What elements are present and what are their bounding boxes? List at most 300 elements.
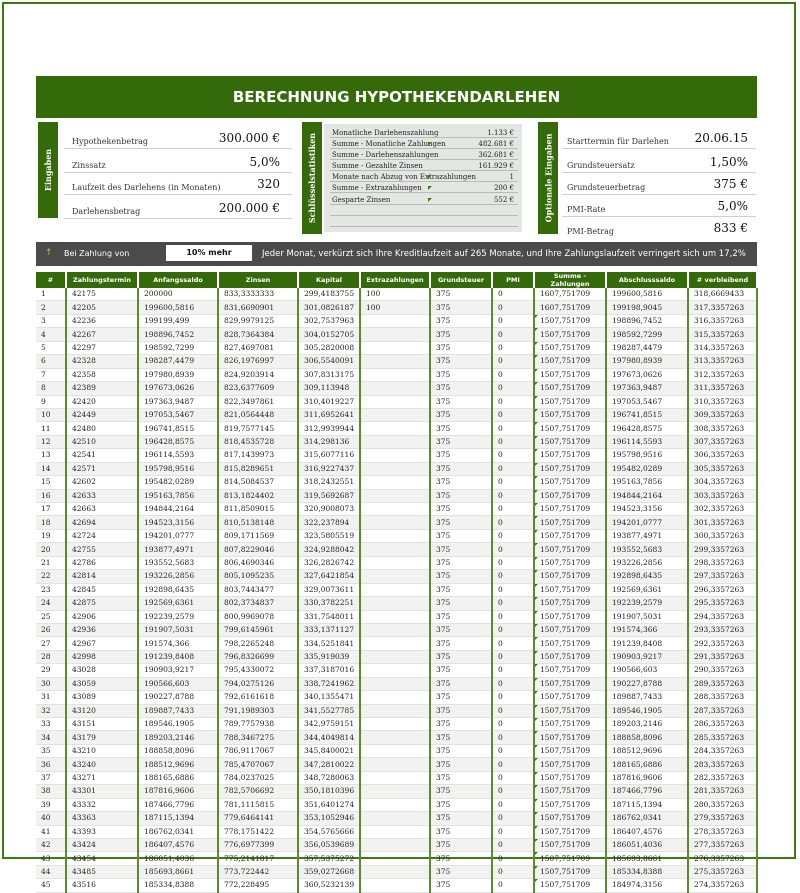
table-cell[interactable]: 785,4707067	[218, 758, 298, 771]
table-cell[interactable]: 195798,9516	[138, 462, 218, 475]
table-cell[interactable]: 0	[492, 583, 534, 596]
table-cell[interactable]: 301,0826187	[298, 301, 360, 314]
table-cell[interactable]: 0	[492, 328, 534, 341]
table-cell[interactable]: 375	[430, 637, 492, 650]
table-cell[interactable]: 316,3357263	[688, 314, 757, 327]
table-cell[interactable]: 189887,7433	[138, 704, 218, 717]
table-cell[interactable]: 375	[430, 368, 492, 381]
col-header[interactable]: Zinsen	[218, 272, 298, 288]
table-cell[interactable]: 1507,751709	[534, 677, 606, 690]
table-cell[interactable]: 0	[492, 368, 534, 381]
table-cell[interactable]: 300,3357263	[688, 529, 757, 542]
table-cell[interactable]: 779,6464141	[218, 812, 298, 825]
table-cell[interactable]: 24	[36, 597, 66, 610]
table-cell[interactable]: 42694	[66, 516, 138, 529]
table-cell[interactable]: 43151	[66, 718, 138, 731]
table-cell[interactable]: 193226,2856	[138, 570, 218, 583]
table-cell[interactable]: 194844,2164	[138, 503, 218, 516]
table-cell[interactable]: 13	[36, 449, 66, 462]
table-cell[interactable]: 6	[36, 355, 66, 368]
table-cell[interactable]: 0	[492, 516, 534, 529]
table-cell[interactable]: 194844,2164	[606, 489, 688, 502]
table-cell[interactable]: 43485	[66, 865, 138, 878]
table-cell[interactable]: 42814	[66, 570, 138, 583]
table-cell[interactable]: 813,1824402	[218, 489, 298, 502]
table-cell[interactable]: 335,919039	[298, 650, 360, 663]
table-cell[interactable]: 30	[36, 677, 66, 690]
table-cell[interactable]: 1507,751709	[534, 314, 606, 327]
table-cell[interactable]: 788,3467275	[218, 731, 298, 744]
table-cell[interactable]: 188512,9696	[138, 758, 218, 771]
table-cell[interactable]: 0	[492, 865, 534, 878]
table-cell[interactable]: 307,8313175	[298, 368, 360, 381]
table-cell[interactable]: 43393	[66, 825, 138, 838]
table-cell[interactable]: 357,5375272	[298, 852, 360, 865]
table-cell[interactable]: 288,3357263	[688, 691, 757, 704]
table-cell[interactable]: 198287,4479	[606, 341, 688, 354]
table-cell[interactable]: 7	[36, 368, 66, 381]
table-cell[interactable]: 21	[36, 556, 66, 569]
table-cell[interactable]: 375	[430, 462, 492, 475]
table-cell[interactable]: 0	[492, 408, 534, 421]
table-cell[interactable]: 311,3357263	[688, 382, 757, 395]
table-cell[interactable]: 318,2432551	[298, 476, 360, 489]
table-cell[interactable]: 316,9227437	[298, 462, 360, 475]
table-cell[interactable]: 0	[492, 503, 534, 516]
table-cell[interactable]: 15	[36, 476, 66, 489]
table-cell[interactable]	[360, 664, 430, 677]
table-cell[interactable]: 34	[36, 731, 66, 744]
table-cell[interactable]: 314,3357263	[688, 341, 757, 354]
opt-row-pmi-rate[interactable]: PMI-Rate 5,0%	[562, 194, 756, 217]
table-cell[interactable]: 184974,3156	[606, 879, 688, 892]
table-cell[interactable]: 42541	[66, 449, 138, 462]
table-cell[interactable]: 0	[492, 489, 534, 502]
table-cell[interactable]: 310,4019227	[298, 395, 360, 408]
table-cell[interactable]: 334,5251841	[298, 637, 360, 650]
table-cell[interactable]: 191907,5031	[606, 610, 688, 623]
table-cell[interactable]: 0	[492, 301, 534, 314]
table-cell[interactable]: 0	[492, 476, 534, 489]
extra-payment-input[interactable]: 10% mehr	[166, 245, 252, 261]
table-cell[interactable]: 198592,7299	[606, 328, 688, 341]
table-cell[interactable]: 353,1052946	[298, 812, 360, 825]
table-cell[interactable]: 1507,751709	[534, 422, 606, 435]
table-cell[interactable]: 199199,499	[138, 314, 218, 327]
table-cell[interactable]	[360, 341, 430, 354]
table-cell[interactable]: 318,6669433	[688, 288, 757, 301]
table-cell[interactable]: 43240	[66, 758, 138, 771]
table-cell[interactable]: 0	[492, 677, 534, 690]
table-cell[interactable]: 0	[492, 838, 534, 851]
table-cell[interactable]: 26	[36, 623, 66, 636]
table-cell[interactable]: 42633	[66, 489, 138, 502]
table-cell[interactable]: 375	[430, 812, 492, 825]
table-cell[interactable]: 302,7537963	[298, 314, 360, 327]
table-cell[interactable]	[360, 879, 430, 892]
table-cell[interactable]: 43454	[66, 852, 138, 865]
table-cell[interactable]: 1507,751709	[534, 637, 606, 650]
table-cell[interactable]: 1507,751709	[534, 570, 606, 583]
table-cell[interactable]	[360, 583, 430, 596]
table-cell[interactable]	[360, 529, 430, 542]
table-cell[interactable]: 191907,5031	[138, 623, 218, 636]
table-cell[interactable]: 312,9939944	[298, 422, 360, 435]
table-cell[interactable]: 39	[36, 798, 66, 811]
table-cell[interactable]: 42571	[66, 462, 138, 475]
table-cell[interactable]: 43120	[66, 704, 138, 717]
table-cell[interactable]: 831,6690901	[218, 301, 298, 314]
table-cell[interactable]: 799,6145961	[218, 623, 298, 636]
table-cell[interactable]: 197673,0626	[606, 368, 688, 381]
table-cell[interactable]: 351,6401274	[298, 798, 360, 811]
table-cell[interactable]: 198896,7452	[606, 314, 688, 327]
table-cell[interactable]: 375	[430, 341, 492, 354]
table-cell[interactable]: 28	[36, 650, 66, 663]
table-cell[interactable]: 803,7443477	[218, 583, 298, 596]
table-cell[interactable]	[360, 704, 430, 717]
table-cell[interactable]: 359,0272668	[298, 865, 360, 878]
table-cell[interactable]: 347,2810022	[298, 758, 360, 771]
table-cell[interactable]: 274,3357263	[688, 879, 757, 892]
table-cell[interactable]: 42786	[66, 556, 138, 569]
table-cell[interactable]: 1507,751709	[534, 771, 606, 784]
table-cell[interactable]: 0	[492, 758, 534, 771]
table-cell[interactable]: 828,7364384	[218, 328, 298, 341]
table-cell[interactable]: 806,4690346	[218, 556, 298, 569]
table-cell[interactable]: 798,2265248	[218, 637, 298, 650]
input-row-mortgage[interactable]: Hypothekenbetrag 300.000 €	[64, 126, 292, 149]
table-cell[interactable]: 289,3357263	[688, 677, 757, 690]
table-cell[interactable]: 42358	[66, 368, 138, 381]
table-cell[interactable]	[360, 718, 430, 731]
opt-row-tax-rate[interactable]: Grundsteuersatz 1,50%	[562, 150, 756, 173]
table-cell[interactable]: 338,7241962	[298, 677, 360, 690]
table-cell[interactable]: 375	[430, 610, 492, 623]
table-cell[interactable]: 186762,0341	[606, 812, 688, 825]
table-cell[interactable]: 0	[492, 597, 534, 610]
table-cell[interactable]: 43332	[66, 798, 138, 811]
table-cell[interactable]: 43424	[66, 838, 138, 851]
table-cell[interactable]: 375	[430, 798, 492, 811]
table-cell[interactable]: 0	[492, 395, 534, 408]
table-cell[interactable]	[360, 314, 430, 327]
table-cell[interactable]: 19	[36, 529, 66, 542]
table-cell[interactable]	[360, 838, 430, 851]
table-cell[interactable]: 1607,751709	[534, 301, 606, 314]
table-cell[interactable]: 0	[492, 355, 534, 368]
table-cell[interactable]: 27	[36, 637, 66, 650]
table-cell[interactable]: 315,6077116	[298, 449, 360, 462]
table-cell[interactable]: 42389	[66, 382, 138, 395]
table-cell[interactable]: 313,3357263	[688, 355, 757, 368]
table-cell[interactable]: 1507,751709	[534, 341, 606, 354]
table-cell[interactable]: 43059	[66, 677, 138, 690]
table-cell[interactable]: 0	[492, 852, 534, 865]
table-cell[interactable]: 375	[430, 852, 492, 865]
table-cell[interactable]: 195798,9516	[606, 449, 688, 462]
table-cell[interactable]: 320,9008073	[298, 503, 360, 516]
table-cell[interactable]	[360, 556, 430, 569]
table-cell[interactable]: 330,3782251	[298, 597, 360, 610]
table-cell[interactable]: 42755	[66, 543, 138, 556]
table-cell[interactable]: 323,5805519	[298, 529, 360, 542]
table-cell[interactable]: 296,3357263	[688, 583, 757, 596]
table-cell[interactable]: 187466,7796	[138, 798, 218, 811]
table-cell[interactable]: 191574,366	[606, 623, 688, 636]
table-cell[interactable]: 197980,8939	[606, 355, 688, 368]
table-cell[interactable]: 18	[36, 516, 66, 529]
table-cell[interactable]: 304,3357263	[688, 476, 757, 489]
table-cell[interactable]: 375	[430, 395, 492, 408]
table-cell[interactable]: 38	[36, 785, 66, 798]
table-cell[interactable]: 275,3357263	[688, 865, 757, 878]
table-cell[interactable]: 1507,751709	[534, 368, 606, 381]
table-cell[interactable]: 375	[430, 503, 492, 516]
table-cell[interactable]: 375	[430, 650, 492, 663]
col-header[interactable]: Abschlusssaldo	[606, 272, 688, 288]
table-cell[interactable]: 43210	[66, 744, 138, 757]
table-cell[interactable]: 35	[36, 744, 66, 757]
table-cell[interactable]: 188858,8096	[138, 744, 218, 757]
table-cell[interactable]: 42449	[66, 408, 138, 421]
table-cell[interactable]: 0	[492, 879, 534, 892]
table-cell[interactable]: 100	[360, 301, 430, 314]
table-cell[interactable]: 775,2141817	[218, 852, 298, 865]
table-cell[interactable]: 311,6952641	[298, 408, 360, 421]
table-cell[interactable]: 44	[36, 865, 66, 878]
table-cell[interactable]: 12	[36, 435, 66, 448]
table-cell[interactable]: 196741,8515	[606, 408, 688, 421]
table-cell[interactable]: 42297	[66, 341, 138, 354]
table-cell[interactable]	[360, 395, 430, 408]
table-cell[interactable]: 186051,4036	[606, 838, 688, 851]
table-cell[interactable]: 792,6161618	[218, 691, 298, 704]
table-cell[interactable]: 287,3357263	[688, 704, 757, 717]
table-cell[interactable]: 0	[492, 731, 534, 744]
table-cell[interactable]: 1507,751709	[534, 838, 606, 851]
table-cell[interactable]	[360, 731, 430, 744]
table-cell[interactable]: 1507,751709	[534, 744, 606, 757]
table-cell[interactable]: 375	[430, 355, 492, 368]
table-cell[interactable]: 188858,8096	[606, 731, 688, 744]
table-cell[interactable]: 42663	[66, 503, 138, 516]
table-cell[interactable]: 796,8326699	[218, 650, 298, 663]
table-cell[interactable]: 375	[430, 328, 492, 341]
table-cell[interactable]: 1507,751709	[534, 650, 606, 663]
table-cell[interactable]: 186407,4576	[138, 838, 218, 851]
table-cell[interactable]: 187816,9606	[138, 785, 218, 798]
table-cell[interactable]: 196114,5593	[138, 449, 218, 462]
table-cell[interactable]: 375	[430, 691, 492, 704]
table-cell[interactable]: 789,7757938	[218, 718, 298, 731]
table-cell[interactable]: 307,3357263	[688, 435, 757, 448]
table-cell[interactable]: 43301	[66, 785, 138, 798]
table-cell[interactable]: 0	[492, 825, 534, 838]
table-cell[interactable]: 29	[36, 664, 66, 677]
table-cell[interactable]: 0	[492, 422, 534, 435]
table-cell[interactable]: 16	[36, 489, 66, 502]
table-cell[interactable]: 0	[492, 543, 534, 556]
table-cell[interactable]: 1507,751709	[534, 704, 606, 717]
table-cell[interactable]	[360, 798, 430, 811]
table-cell[interactable]: 193552,5683	[138, 556, 218, 569]
table-cell[interactable]: 197363,9487	[138, 395, 218, 408]
table-cell[interactable]: 0	[492, 623, 534, 636]
table-cell[interactable]: 302,3357263	[688, 503, 757, 516]
table-cell[interactable]: 1507,751709	[534, 516, 606, 529]
table-cell[interactable]: 375	[430, 825, 492, 838]
table-cell[interactable]: 821,0564448	[218, 408, 298, 421]
table-cell[interactable]: 772,228495	[218, 879, 298, 892]
table-cell[interactable]: 198896,7452	[138, 328, 218, 341]
table-cell[interactable]: 4	[36, 328, 66, 341]
table-cell[interactable]: 375	[430, 301, 492, 314]
table-cell[interactable]: 2	[36, 301, 66, 314]
table-cell[interactable]	[360, 422, 430, 435]
table-cell[interactable]: 9	[36, 395, 66, 408]
table-cell[interactable]: 322,237894	[298, 516, 360, 529]
table-cell[interactable]: 375	[430, 785, 492, 798]
table-cell[interactable]: 375	[430, 838, 492, 851]
table-cell[interactable]: 375	[430, 570, 492, 583]
table-cell[interactable]: 200000	[138, 288, 218, 301]
table-cell[interactable]: 40	[36, 812, 66, 825]
table-cell[interactable]	[360, 677, 430, 690]
table-cell[interactable]: 0	[492, 341, 534, 354]
table-cell[interactable]: 1507,751709	[534, 879, 606, 892]
table-cell[interactable]: 0	[492, 637, 534, 650]
table-cell[interactable]	[360, 637, 430, 650]
table-cell[interactable]: 815,8289651	[218, 462, 298, 475]
table-cell[interactable]: 375	[430, 758, 492, 771]
table-cell[interactable]	[360, 744, 430, 757]
table-cell[interactable]	[360, 691, 430, 704]
table-cell[interactable]: 0	[492, 556, 534, 569]
table-cell[interactable]: 375	[430, 476, 492, 489]
table-cell[interactable]: 1507,751709	[534, 852, 606, 865]
table-cell[interactable]: 42967	[66, 637, 138, 650]
table-cell[interactable]: 185693,8661	[606, 852, 688, 865]
col-header[interactable]: Extrazahlungen	[360, 272, 430, 288]
table-cell[interactable]: 297,3357263	[688, 570, 757, 583]
table-cell[interactable]: 291,3357263	[688, 650, 757, 663]
table-cell[interactable]: 187115,1394	[138, 812, 218, 825]
opt-row-tax-amount[interactable]: Grundsteuerbetrag 375 €	[562, 172, 756, 195]
table-cell[interactable]: 42267	[66, 328, 138, 341]
table-cell[interactable]: 375	[430, 718, 492, 731]
table-cell[interactable]: 196428,8575	[606, 422, 688, 435]
table-cell[interactable]: 807,8229046	[218, 543, 298, 556]
table-cell[interactable]: 281,3357263	[688, 785, 757, 798]
table-cell[interactable]: 818,4535728	[218, 435, 298, 448]
table-cell[interactable]: 199600,5816	[138, 301, 218, 314]
input-row-interest[interactable]: Zinssatz 5,0%	[64, 150, 292, 173]
table-cell[interactable]	[360, 516, 430, 529]
table-cell[interactable]: 283,3357263	[688, 758, 757, 771]
table-cell[interactable]: 810,5138148	[218, 516, 298, 529]
table-cell[interactable]: 43089	[66, 691, 138, 704]
table-cell[interactable]: 42936	[66, 623, 138, 636]
table-cell[interactable]: 0	[492, 462, 534, 475]
table-cell[interactable]: 187466,7796	[606, 785, 688, 798]
table-cell[interactable]: 285,3357263	[688, 731, 757, 744]
table-cell[interactable]: 360,5232139	[298, 879, 360, 892]
table-cell[interactable]: 822,3497861	[218, 395, 298, 408]
table-cell[interactable]: 280,3357263	[688, 798, 757, 811]
table-cell[interactable]: 20	[36, 543, 66, 556]
table-cell[interactable]: 375	[430, 583, 492, 596]
table-cell[interactable]: 791,1989303	[218, 704, 298, 717]
table-cell[interactable]: 827,4697081	[218, 341, 298, 354]
table-cell[interactable]: 833,3333333	[218, 288, 298, 301]
table-cell[interactable]: 326,2826742	[298, 556, 360, 569]
table-cell[interactable]: 1507,751709	[534, 529, 606, 542]
col-header[interactable]: Summe - Zahlungen	[534, 272, 606, 288]
table-cell[interactable]: 305,3357263	[688, 462, 757, 475]
table-cell[interactable]: 348,7280063	[298, 771, 360, 784]
table-cell[interactable]: 0	[492, 664, 534, 677]
table-cell[interactable]: 375	[430, 623, 492, 636]
table-cell[interactable]: 1507,751709	[534, 355, 606, 368]
table-cell[interactable]: 22	[36, 570, 66, 583]
table-cell[interactable]: 1507,751709	[534, 435, 606, 448]
table-cell[interactable]	[360, 449, 430, 462]
table-cell[interactable]: 0	[492, 610, 534, 623]
table-cell[interactable]: 279,3357263	[688, 812, 757, 825]
table-cell[interactable]: 45	[36, 879, 66, 892]
table-cell[interactable]: 188165,6886	[138, 771, 218, 784]
col-header[interactable]: # verbleibend	[688, 272, 757, 288]
table-cell[interactable]: 814,5084537	[218, 476, 298, 489]
table-cell[interactable]: 805,1095235	[218, 570, 298, 583]
table-cell[interactable]: 298,3357263	[688, 556, 757, 569]
col-header[interactable]: PMI	[492, 272, 534, 288]
table-cell[interactable]: 192239,2579	[606, 597, 688, 610]
table-cell[interactable]: 42205	[66, 301, 138, 314]
table-cell[interactable]: 1	[36, 288, 66, 301]
table-cell[interactable]: 375	[430, 543, 492, 556]
table-cell[interactable]: 42328	[66, 355, 138, 368]
table-cell[interactable]: 197363,9487	[606, 382, 688, 395]
table-cell[interactable]: 286,3357263	[688, 718, 757, 731]
table-cell[interactable]: 192239,2579	[138, 610, 218, 623]
table-cell[interactable]: 42998	[66, 650, 138, 663]
table-cell[interactable]: 43271	[66, 771, 138, 784]
table-cell[interactable]	[360, 543, 430, 556]
table-cell[interactable]: 375	[430, 677, 492, 690]
table-cell[interactable]: 188512,9696	[606, 744, 688, 757]
table-cell[interactable]	[360, 382, 430, 395]
table-cell[interactable]: 43516	[66, 879, 138, 892]
table-cell[interactable]: 315,3357263	[688, 328, 757, 341]
table-cell[interactable]: 1607,751709	[534, 288, 606, 301]
table-cell[interactable]: 1507,751709	[534, 691, 606, 704]
table-cell[interactable]: 278,3357263	[688, 825, 757, 838]
table-cell[interactable]: 42724	[66, 529, 138, 542]
table-cell[interactable]: 42	[36, 838, 66, 851]
table-cell[interactable]: 1507,751709	[534, 395, 606, 408]
table-cell[interactable]: 340,1355471	[298, 691, 360, 704]
table-cell[interactable]: 190903,9217	[138, 664, 218, 677]
table-cell[interactable]: 42480	[66, 422, 138, 435]
table-cell[interactable]: 1507,751709	[534, 798, 606, 811]
table-cell[interactable]: 344,4049814	[298, 731, 360, 744]
table-cell[interactable]: 823,6377609	[218, 382, 298, 395]
table-cell[interactable]: 185693,8661	[138, 865, 218, 878]
table-cell[interactable]: 306,5540091	[298, 355, 360, 368]
table-cell[interactable]: 1507,751709	[534, 543, 606, 556]
